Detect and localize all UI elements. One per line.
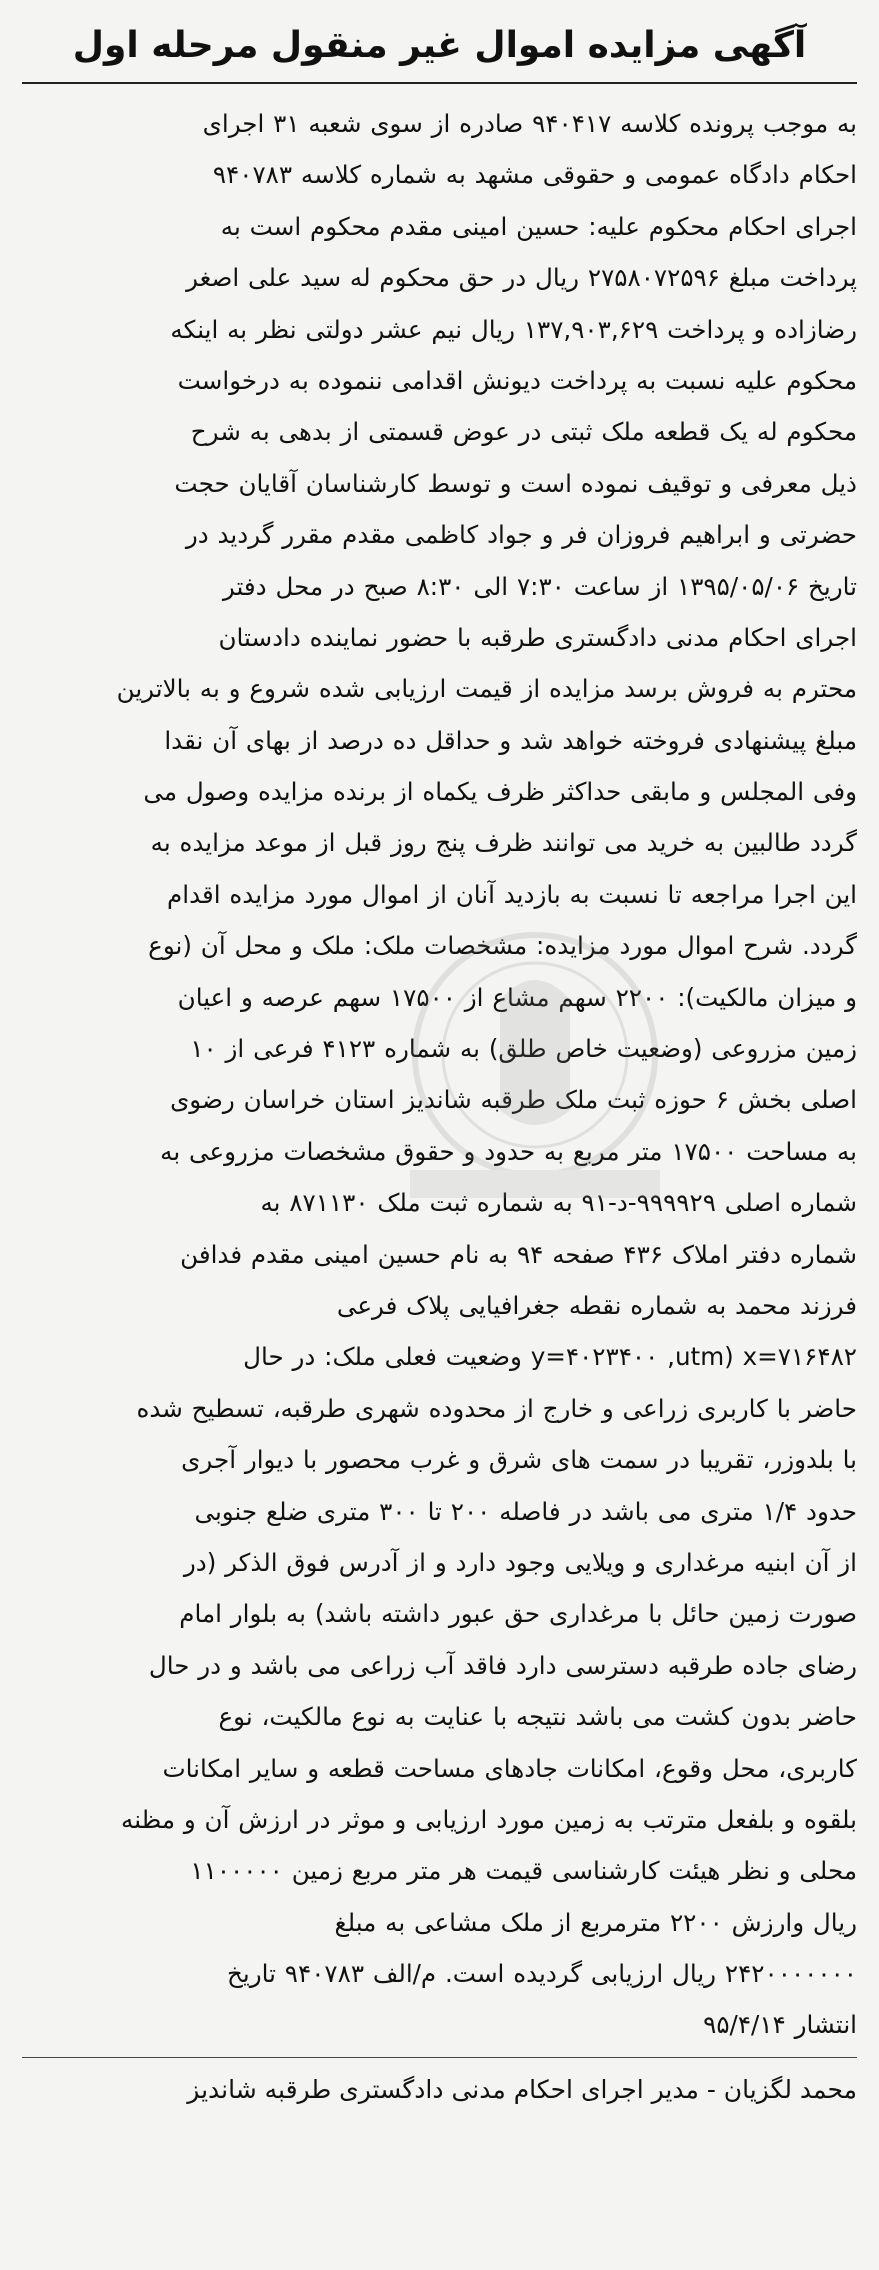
notice-line: گردد طالبین به خرید می توانند ظرف پنج روز قبل از موعد مزایده به [150,828,857,858]
notice-line: محلی و نظر هیئت کارشناسی قیمت هر متر مربع زمین ۱۱۰۰۰۰۰ [190,1856,857,1886]
notice-line: رضازاده و پرداخت ۱۳۷,۹۰۳,۶۲۹ ریال نیم عشر دولتی نظر به اینکه [170,314,857,344]
notice-line: شماره اصلی ۹۹۹۹۲۹-د-۹۱ به شماره ثبت ملک ۸۷۱۱۳۰ به [260,1188,857,1218]
notice-line: رضای جاده طرقبه دسترسی دارد فاقد آب زراعی می باشد و در حال [148,1650,857,1680]
notice-line: بلقوه و بلفعل مترتب به زمین مورد ارزیابی و موثر در ارزش آن و مظنه [121,1804,857,1834]
notice-title: آگهی مزایده اموال غیر منقول مرحله اول [22,18,857,84]
notice-line: این اجرا مراجعه تا نسبت به بازدید آنان از اموال مورد مزایده اقدام [167,879,857,909]
notice-line: حاضر با کاربری زراعی و خارج از محدوده شهری طرقبه، تسطیح شده [136,1393,857,1423]
notice-line: مبلغ پیشنهادی فروخته خواهد شد و حداقل ده درصد از بهای آن نقدا [164,725,857,755]
notice-line: به مساحت ۱۷۵۰۰ متر مربع به حدود و حقوق مشخصات مزروعی به [160,1136,857,1166]
notice-line: حضرتی و ابراهیم فروزان فر و جواد کاظمی مقدم مقرر گردید در [185,520,857,550]
notice-line: با بلدوزر، تقریبا در سمت های شرق و غرب محصور با دیوار آجری [181,1445,857,1475]
notice-line: فرزند محمد به شماره نقطه جغرافیایی پلاک فرعی [336,1290,857,1320]
notice-line: و میزان مالکیت): ۲۲۰۰ سهم مشاع از ۱۷۵۰۰ سهم عرصه و اعیان [177,982,857,1012]
notice-line: شماره دفتر املاک ۴۳۶ صفحه ۹۴ به نام حسین امینی مقدم فدافن [180,1239,857,1269]
notice-line: اصلی بخش ۶ حوزه ثبت ملک طرقبه شاندیز استان خراسان رضوی [170,1085,857,1115]
notice-line: پرداخت مبلغ ۲۷۵۸۰۷۲۵۹۶ ریال در حق محکوم له سید علی اصغر [186,263,857,293]
notice-line: کاربری، محل وقوع، امکانات جادهای مساحت قطعه و سایر امکانات [162,1753,857,1783]
notice-line: حاضر بدون کشت می باشد نتیجه با عنایت به نوع مالکیت، نوع [218,1702,857,1732]
notice-line: وفی المجلس و مابقی حداکثر ظرف یکماه از برنده مزایده وصول می [143,777,857,807]
notice-line: ریال وارزش ۲۲۰۰ مترمربع از ملک مشاعی به مبلغ [334,1907,857,1937]
notice-line: اجرای احکام مدنی دادگستری طرقبه با حضور نماینده دادستان [218,622,857,652]
notice-line: به موجب پرونده کلاسه ۹۴۰۴۱۷ صادره از سوی شعبه ۳۱ اجرای [202,109,857,138]
notice-line: از آن ابنیه مرغداری و ویلایی وجود دارد و از آدرس فوق الذکر (در [183,1547,857,1577]
notice-line: محکوم علیه نسبت به پرداخت دیونش اقدامی ننموده به درخواست [177,365,857,395]
notice-line: گردد. شرح اموال مورد مزایده: مشخصات ملک: ملک و محل آن (نوع [148,931,857,961]
notice-line: محکوم له یک قطعه ملک ثبتی در عوض قسمتی از بدهی به شرح [190,417,857,447]
notice-line: زمین مزروعی (وضعیت خاص طلق) به شماره ۴۱۲۳ فرعی از ۱۰ [190,1034,857,1064]
notice-line: ذیل معرفی و توقیف نموده است و توسط کارشناسان آقایان حجت [174,468,857,498]
notice-line: حدود ۱/۴ متری می باشد در فاصله ۲۰۰ تا ۳۰۰ متری ضلع جنوبی [194,1496,857,1526]
notice-line: محترم به فروش برسد مزایده از قیمت ارزیابی شده شروع و به بالاترین [116,674,857,704]
notice-body [22,98,857,2051]
notice-signature: محمد لگزیان - مدیر اجرای احکام مدنی دادگستری طرقبه شاندیز [22,2057,857,2118]
notice-line: صورت زمین حائل با مرغداری حق عبور داشته باشد) به بلوار امام [179,1599,857,1629]
notice-line: تاریخ ۱۳۹۵/۰۵/۰۶ از ساعت ۷:۳۰ الی ۸:۳۰ صبح در محل دفتر [222,571,857,601]
notice-line: انتشار ۹۵/۴/۱۴ [703,2010,857,2040]
notice-line: y=۴۰۲۳۴۰۰ ,utm) x=۷۱۶۴۸۲ وضعیت فعلی ملک: در حال [243,1342,857,1372]
notice-line: ۲۴۲۰۰۰۰۰۰۰ ریال ارزیابی گردیده است. م/الف ۹۴۰۷۸۳ تاریخ [227,1959,857,1989]
notice-line: احکام دادگاه عمومی و حقوقی مشهد به شماره کلاسه ۹۴۰۷۸۳ [212,160,857,190]
notice-line: اجرای احکام محکوم علیه: حسین امینی مقدم محکوم است به [220,211,857,241]
